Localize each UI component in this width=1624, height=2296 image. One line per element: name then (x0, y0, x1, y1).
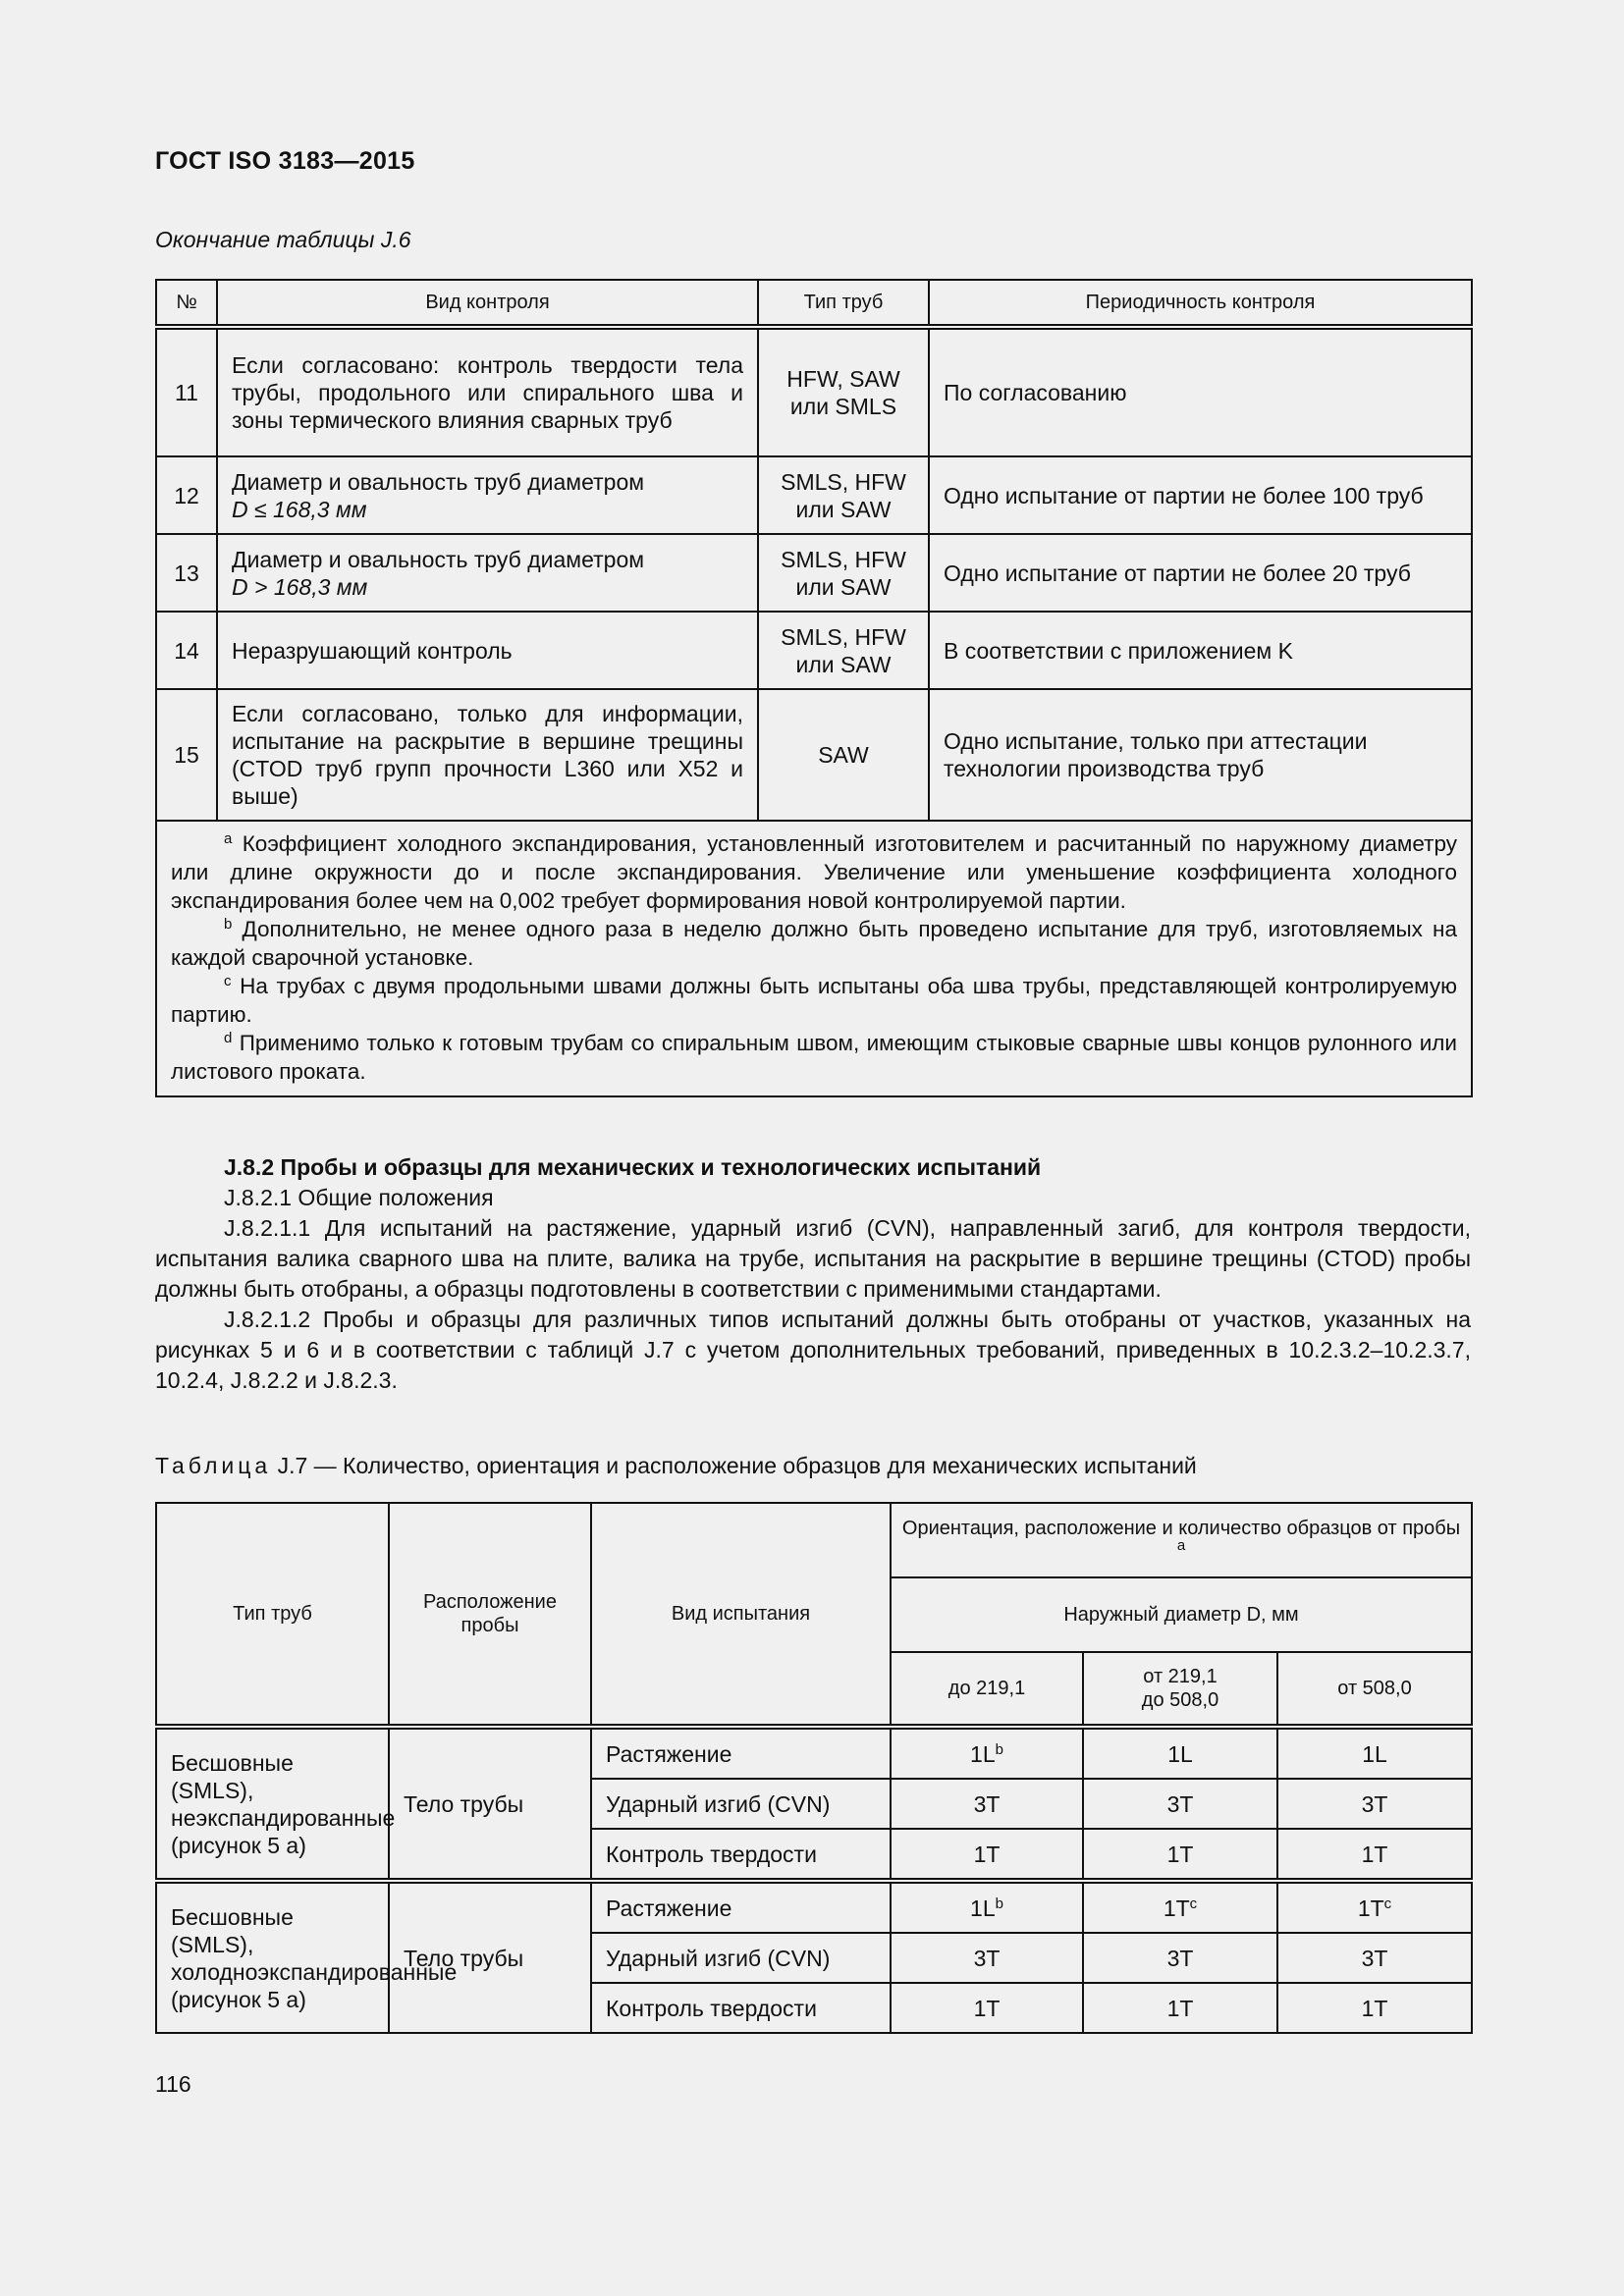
pipe-type-cell: SMLS, HFW или SAW (758, 612, 929, 689)
note-mark: d (224, 1030, 233, 1046)
value-cell: 1T (1083, 1829, 1277, 1881)
row-number: 15 (156, 689, 217, 821)
sample-location-cell: Тело трубы (389, 1881, 591, 2033)
table-row (156, 689, 1472, 821)
pipe-type-cell: HFW, SAW или SMLS (758, 327, 929, 456)
table-header-row (156, 1503, 1472, 1577)
test-type-cell: Контроль твердости (591, 1829, 891, 1881)
pipe-type-cell: SMLS, HFW или SAW (758, 456, 929, 534)
value-cell (1277, 1881, 1472, 1933)
section-j8-2 (155, 1152, 1471, 1396)
control-kind-formula: D ≤ 168,3 мм (232, 496, 367, 522)
subsection-heading: J.8.2.1 Общие положения (224, 1185, 494, 1210)
table-header-row (156, 280, 1472, 327)
value-cell (891, 1881, 1083, 1933)
column-header-periodicity: Периодичность контроля (929, 280, 1472, 327)
periodicity-cell: В соответствии с приложением K (929, 612, 1472, 689)
table-note (171, 1029, 1457, 1086)
value-cell (891, 1727, 1083, 1779)
periodicity-cell: Одно испытание, только при аттестации технологии производства труб (929, 689, 1472, 821)
column-header-test-type: Вид испытания (591, 1503, 891, 1727)
column-header-sample-location: Расположение пробы (389, 1503, 591, 1727)
column-header-pipe-type: Тип труб (156, 1503, 389, 1727)
value-cell: 3T (1277, 1933, 1472, 1983)
table-notes (156, 821, 1472, 1096)
paragraph: J.8.2.1.2 Пробы и образцы для различных типов испытаний должны быть отобраны от участков, указанных на рисунках 5 и 6 и в соответствии с таблицй J.7 с учетом дополнительных требований, приведенных в 10.2.3.2–10.2.3.7, 10.2.4, J.8.2.2 и J.8.2.3. (155, 1307, 1471, 1393)
column-header-pipe-type: Тип труб (758, 280, 929, 327)
value-cell: 3T (891, 1933, 1083, 1983)
column-header-diameter-range-3: от 508,0 (1277, 1652, 1472, 1727)
table-j6-caption: Окончание таблицы J.6 (155, 227, 411, 252)
row-number: 14 (156, 612, 217, 689)
value-text: 1L (1362, 1740, 1387, 1767)
periodicity-cell: По согласованию (929, 327, 1472, 456)
orientation-header-text: Ориентация, расположение и количество образцов от пробы (901, 1518, 1461, 1539)
periodicity-cell: Одно испытание от партии не более 20 труб (929, 534, 1472, 612)
table-notes-row (156, 821, 1472, 1096)
value-cell: 1T (891, 1829, 1083, 1881)
value-cell: 1T (891, 1983, 1083, 2033)
pipe-type-cell: Бесшовные (SMLS), холодноэкспандированные (рисунок 5 а) (156, 1881, 389, 2033)
table-note (171, 915, 1457, 972)
value-cell: 3T (891, 1779, 1083, 1829)
document-header: ГОСТ ISO 3183—2015 (155, 147, 415, 175)
value-cell: 3T (1083, 1933, 1277, 1983)
table-j6 (155, 279, 1473, 1097)
value-cell: 1T (1277, 1983, 1472, 2033)
table-row (156, 1881, 1472, 1933)
diameter-range-to: до 508,0 (1141, 1689, 1219, 1711)
value-cell: 3T (1277, 1779, 1472, 1829)
control-kind-cell (217, 689, 758, 821)
row-number: 13 (156, 534, 217, 612)
control-kind-cell (217, 456, 758, 534)
table-row (156, 1727, 1472, 1779)
row-number: 12 (156, 456, 217, 534)
control-kind-text: Если согласовано: контроль твердости тела трубы, продольного или спирального шва и зоны термического влияния сварных труб (232, 352, 743, 433)
column-header-diameter-range-1: до 219,1 (891, 1652, 1083, 1727)
pipe-type-cell: SMLS, HFW или SAW (758, 534, 929, 612)
diameter-range-from: от 219,1 (1143, 1666, 1218, 1687)
value-text: 1T (1357, 1895, 1384, 1921)
note-mark: b (995, 1895, 1003, 1912)
column-header-control-kind: Вид контроля (217, 280, 758, 327)
sample-location-cell: Тело трубы (389, 1727, 591, 1881)
control-kind-text: Диаметр и овальность труб диаметром (232, 468, 645, 495)
column-header-number: № (156, 280, 217, 327)
value-text: 1T (1163, 1895, 1190, 1921)
value-text: 1L (1167, 1740, 1193, 1767)
note-text: На трубах с двумя продольными швами должны быть испытаны оба шва трубы, представляющей контролируемую партию. (171, 974, 1457, 1027)
page-number: 116 (155, 2071, 191, 2097)
value-cell (1083, 1727, 1277, 1779)
test-type-cell: Растяжение (591, 1727, 891, 1779)
note-mark: a (1176, 1537, 1186, 1554)
value-cell (1083, 1881, 1277, 1933)
table-row (156, 534, 1472, 612)
control-kind-text: Если согласовано, только для информации, испытание на раскрытие в вершине трещины (CTOD труб групп прочности L360 или X52 и выше) (232, 701, 743, 809)
column-header-diameter-range-2 (1083, 1652, 1277, 1727)
column-header-orientation (891, 1503, 1472, 1577)
control-kind-cell (217, 534, 758, 612)
value-cell: 3T (1083, 1779, 1277, 1829)
paragraph: J.8.2.1.1 Для испытаний на растяжение, ударный изгиб (CVN), направленный загиб, для контроля твердости, испытания валика сварного шва на плите, валика на трубе, испытания на раскрытие в вершине трещины (CTOD) пробы должны быть отобраны, а образцы подготовлены в соответствии с применимыми стандартами. (155, 1215, 1471, 1302)
pipe-type-cell: SAW (758, 689, 929, 821)
table-note (171, 972, 1457, 1029)
test-type-cell: Контроль твердости (591, 1983, 891, 2033)
value-cell: 1T (1277, 1829, 1472, 1881)
section-heading: J.8.2 Пробы и образцы для механических и технологических испытаний (224, 1154, 1042, 1180)
note-mark: c (1383, 1895, 1392, 1912)
table-j7-caption (155, 1453, 1197, 1479)
note-mark: b (224, 916, 233, 933)
control-kind-formula: D > 168,3 мм (232, 573, 368, 600)
control-kind-cell (217, 327, 758, 456)
value-cell (1277, 1727, 1472, 1779)
note-mark: c (224, 973, 232, 989)
table-row (156, 456, 1472, 534)
test-type-cell: Ударный изгиб (CVN) (591, 1779, 891, 1829)
note-mark: b (995, 1740, 1003, 1758)
note-mark: c (1189, 1895, 1198, 1912)
column-header-outer-diameter: Наружный диаметр D, мм (891, 1577, 1472, 1652)
pipe-type-cell: Бесшовные (SMLS), неэкспандированные (рисунок 5 а) (156, 1727, 389, 1881)
value-text: 1L (970, 1895, 996, 1921)
table-caption-text: J.7 — Количество, ориентация и расположение образцов для механических испытаний (277, 1453, 1197, 1478)
table-row (156, 327, 1472, 456)
value-text: 1L (970, 1740, 996, 1767)
note-mark: a (224, 830, 233, 847)
periodicity-cell: Одно испытание от партии не более 100 труб (929, 456, 1472, 534)
note-text: Применимо только к готовым трубам со спиральным швом, имеющим стыковые сварные швы концов рулонного или листового проката. (171, 1031, 1457, 1084)
row-number: 11 (156, 327, 217, 456)
note-text: Коэффициент холодного экспандирования, установленный изготовителем и расчитанный по наружному диаметру или длине окружности до и после экспандирования. Увеличение или уменьшение коэффициента холодного экспандирования более чем на 0,002 требует формирования новой контролируемой партии. (171, 831, 1457, 913)
note-text: Дополнительно, не менее одного раза в неделю должно быть проведено испытание для труб, изготовляемых на каждой сварочной установке. (171, 917, 1457, 970)
table-j7 (155, 1502, 1473, 2034)
test-type-cell: Растяжение (591, 1881, 891, 1933)
control-kind-text: Диаметр и овальность труб диаметром (232, 546, 645, 572)
value-cell: 1T (1083, 1983, 1277, 2033)
control-kind-cell (217, 612, 758, 689)
table-caption-label: Таблица (155, 1453, 272, 1478)
table-note (171, 829, 1457, 915)
table-row (156, 612, 1472, 689)
test-type-cell: Ударный изгиб (CVN) (591, 1933, 891, 1983)
control-kind-text: Неразрушающий контроль (232, 637, 513, 664)
